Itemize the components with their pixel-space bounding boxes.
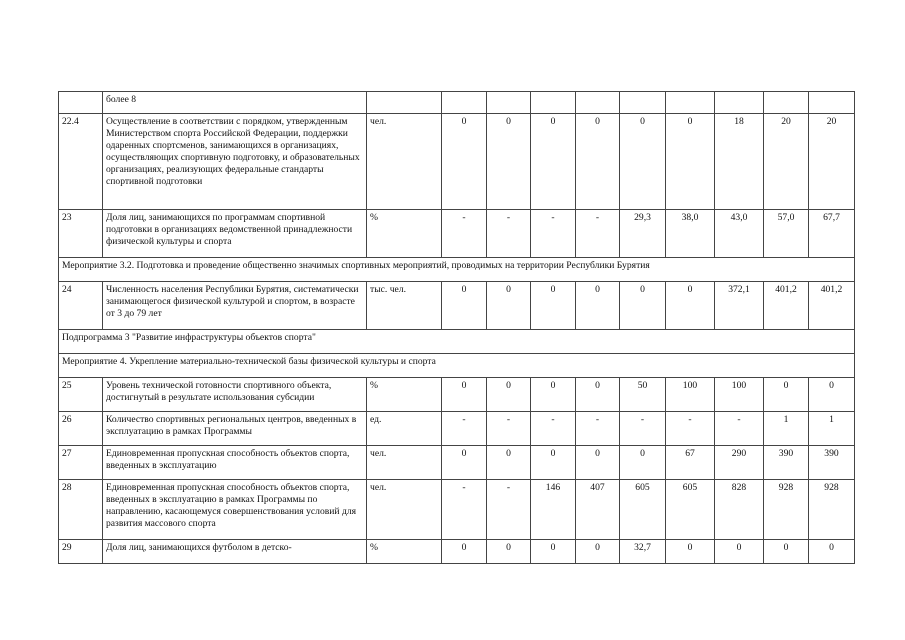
indicator-value: 0: [487, 446, 531, 480]
indicator-value: 0: [666, 282, 715, 330]
row-number: 29: [59, 540, 103, 564]
indicator-value: 605: [666, 480, 715, 540]
indicator-value: [576, 92, 620, 114]
indicator-value: 0: [442, 540, 487, 564]
indicator-name: Осуществление в соответствии с порядком, утвержденным Министерством спорта Российской Федерации, поддержки одаренных спортсменов, занимающихся в организациях, осуществляющих спортивную подготовку, и образовательных организациях, реализующих федеральные стандарты спортивной подготовки: [103, 114, 367, 210]
row-number: 24: [59, 282, 103, 330]
indicator-value: 0: [764, 378, 809, 412]
indicator-value: 0: [531, 540, 576, 564]
table-row: [59, 114, 855, 210]
table-row: [59, 282, 855, 330]
indicator-value: 18: [715, 114, 764, 210]
row-number: 25: [59, 378, 103, 412]
table-section-row: [59, 330, 855, 354]
indicator-name: Доля лиц, занимающихся футболом в детско-: [103, 540, 367, 564]
indicator-value: 0: [576, 446, 620, 480]
indicator-name: Численность населения Республики Бурятия, систематически занимающегося физической культурой и спортом, в возрасте от 3 до 79 лет: [103, 282, 367, 330]
indicator-value: 0: [666, 540, 715, 564]
indicator-value: 0: [576, 114, 620, 210]
section-heading: Мероприятие 4. Укрепление материально-технической базы физической культуры и спорта: [59, 354, 855, 378]
indicator-value: 100: [715, 378, 764, 412]
indicator-value: 0: [487, 540, 531, 564]
indicator-name: Количество спортивных региональных центров, введенных в эксплуатацию в рамках Программы: [103, 412, 367, 446]
indicator-value: -: [576, 210, 620, 258]
indicator-value: 0: [809, 540, 855, 564]
indicator-value: 0: [531, 282, 576, 330]
indicator-value: -: [487, 480, 531, 540]
indicator-value: 0: [576, 540, 620, 564]
row-number: 26: [59, 412, 103, 446]
indicator-value: 20: [764, 114, 809, 210]
indicator-value: 0: [487, 282, 531, 330]
indicator-value: 57,0: [764, 210, 809, 258]
indicator-value: 0: [442, 114, 487, 210]
indicator-value: -: [442, 210, 487, 258]
indicator-value: 1: [764, 412, 809, 446]
indicator-value: -: [487, 210, 531, 258]
indicator-value: 38,0: [666, 210, 715, 258]
table-section-row: [59, 354, 855, 378]
indicator-value: 407: [576, 480, 620, 540]
indicator-value: 100: [666, 378, 715, 412]
indicator-value: [666, 92, 715, 114]
indicator-value: 0: [442, 282, 487, 330]
indicator-value: 928: [809, 480, 855, 540]
indicator-value: 50: [620, 378, 666, 412]
indicator-value: 390: [809, 446, 855, 480]
indicator-value: 390: [764, 446, 809, 480]
indicator-name: Уровень технической готовности спортивного объекта, достигнутый в результате использования субсидии: [103, 378, 367, 412]
indicator-value: 0: [531, 446, 576, 480]
section-heading: Мероприятие 3.2. Подготовка и проведение общественно значимых спортивных мероприятий, проводимых на территории Республики Бурятия: [59, 258, 855, 282]
unit-of-measure: тыс. чел.: [367, 282, 442, 330]
indicators-table: [58, 91, 855, 564]
indicator-value: [764, 92, 809, 114]
indicator-value: 146: [531, 480, 576, 540]
indicator-value: 828: [715, 480, 764, 540]
indicator-value: [809, 92, 855, 114]
indicator-value: [531, 92, 576, 114]
indicator-value: 0: [764, 540, 809, 564]
indicator-value: 0: [620, 114, 666, 210]
indicator-value: 29,3: [620, 210, 666, 258]
table-section-row: [59, 258, 855, 282]
indicator-value: -: [576, 412, 620, 446]
indicator-value: -: [666, 412, 715, 446]
indicator-value: 1: [809, 412, 855, 446]
indicator-value: 401,2: [809, 282, 855, 330]
indicator-name: более 8: [103, 92, 367, 114]
indicator-value: -: [531, 412, 576, 446]
table-row: [59, 210, 855, 258]
indicator-value: 0: [576, 378, 620, 412]
indicator-value: -: [442, 412, 487, 446]
indicator-value: 43,0: [715, 210, 764, 258]
row-number: 22.4: [59, 114, 103, 210]
table-row: [59, 480, 855, 540]
indicator-value: 290: [715, 446, 764, 480]
row-number: 28: [59, 480, 103, 540]
indicator-value: 20: [809, 114, 855, 210]
indicator-value: 0: [620, 282, 666, 330]
indicator-value: 372,1: [715, 282, 764, 330]
indicator-value: 0: [531, 114, 576, 210]
indicator-value: 605: [620, 480, 666, 540]
indicator-value: 0: [666, 114, 715, 210]
row-number: [59, 92, 103, 114]
indicator-name: Доля лиц, занимающихся по программам спортивной подготовки в организациях ведомственной принадлежности физической культуры и спорта: [103, 210, 367, 258]
indicator-value: 0: [576, 282, 620, 330]
indicator-value: -: [531, 210, 576, 258]
indicator-value: [487, 92, 531, 114]
indicator-value: [715, 92, 764, 114]
indicator-value: 67: [666, 446, 715, 480]
indicator-value: 0: [487, 378, 531, 412]
table-row: [59, 412, 855, 446]
indicator-value: -: [487, 412, 531, 446]
row-number: 23: [59, 210, 103, 258]
row-number: 27: [59, 446, 103, 480]
indicator-name: Единовременная пропускная способность объектов спорта, введенных в эксплуатацию в рамках Программы по направлению, касающемуся совершенствования условий для развития массового спорта: [103, 480, 367, 540]
unit-of-measure: %: [367, 540, 442, 564]
indicator-value: -: [715, 412, 764, 446]
unit-of-measure: чел.: [367, 480, 442, 540]
table-row: [59, 378, 855, 412]
indicator-value: [442, 92, 487, 114]
table-row: [59, 446, 855, 480]
indicator-value: 0: [442, 446, 487, 480]
unit-of-measure: чел.: [367, 114, 442, 210]
indicator-value: 32,7: [620, 540, 666, 564]
indicator-value: [620, 92, 666, 114]
indicator-value: 0: [809, 378, 855, 412]
indicator-value: 0: [620, 446, 666, 480]
indicator-value: 0: [442, 378, 487, 412]
indicator-value: -: [620, 412, 666, 446]
unit-of-measure: чел.: [367, 446, 442, 480]
indicator-name: Единовременная пропускная способность объектов спорта, введенных в эксплуатацию: [103, 446, 367, 480]
unit-of-measure: %: [367, 210, 442, 258]
indicator-value: -: [442, 480, 487, 540]
table-row: [59, 540, 855, 564]
indicator-value: 928: [764, 480, 809, 540]
table-body: [59, 92, 855, 564]
indicator-value: 401,2: [764, 282, 809, 330]
indicator-value: 0: [531, 378, 576, 412]
unit-of-measure: ед.: [367, 412, 442, 446]
indicator-value: 0: [715, 540, 764, 564]
unit-of-measure: %: [367, 378, 442, 412]
table-row: [59, 92, 855, 114]
indicator-value: 0: [487, 114, 531, 210]
indicator-value: 67,7: [809, 210, 855, 258]
unit-of-measure: [367, 92, 442, 114]
section-heading: Подпрограмма 3 "Развитие инфраструктуры объектов спорта": [59, 330, 855, 354]
